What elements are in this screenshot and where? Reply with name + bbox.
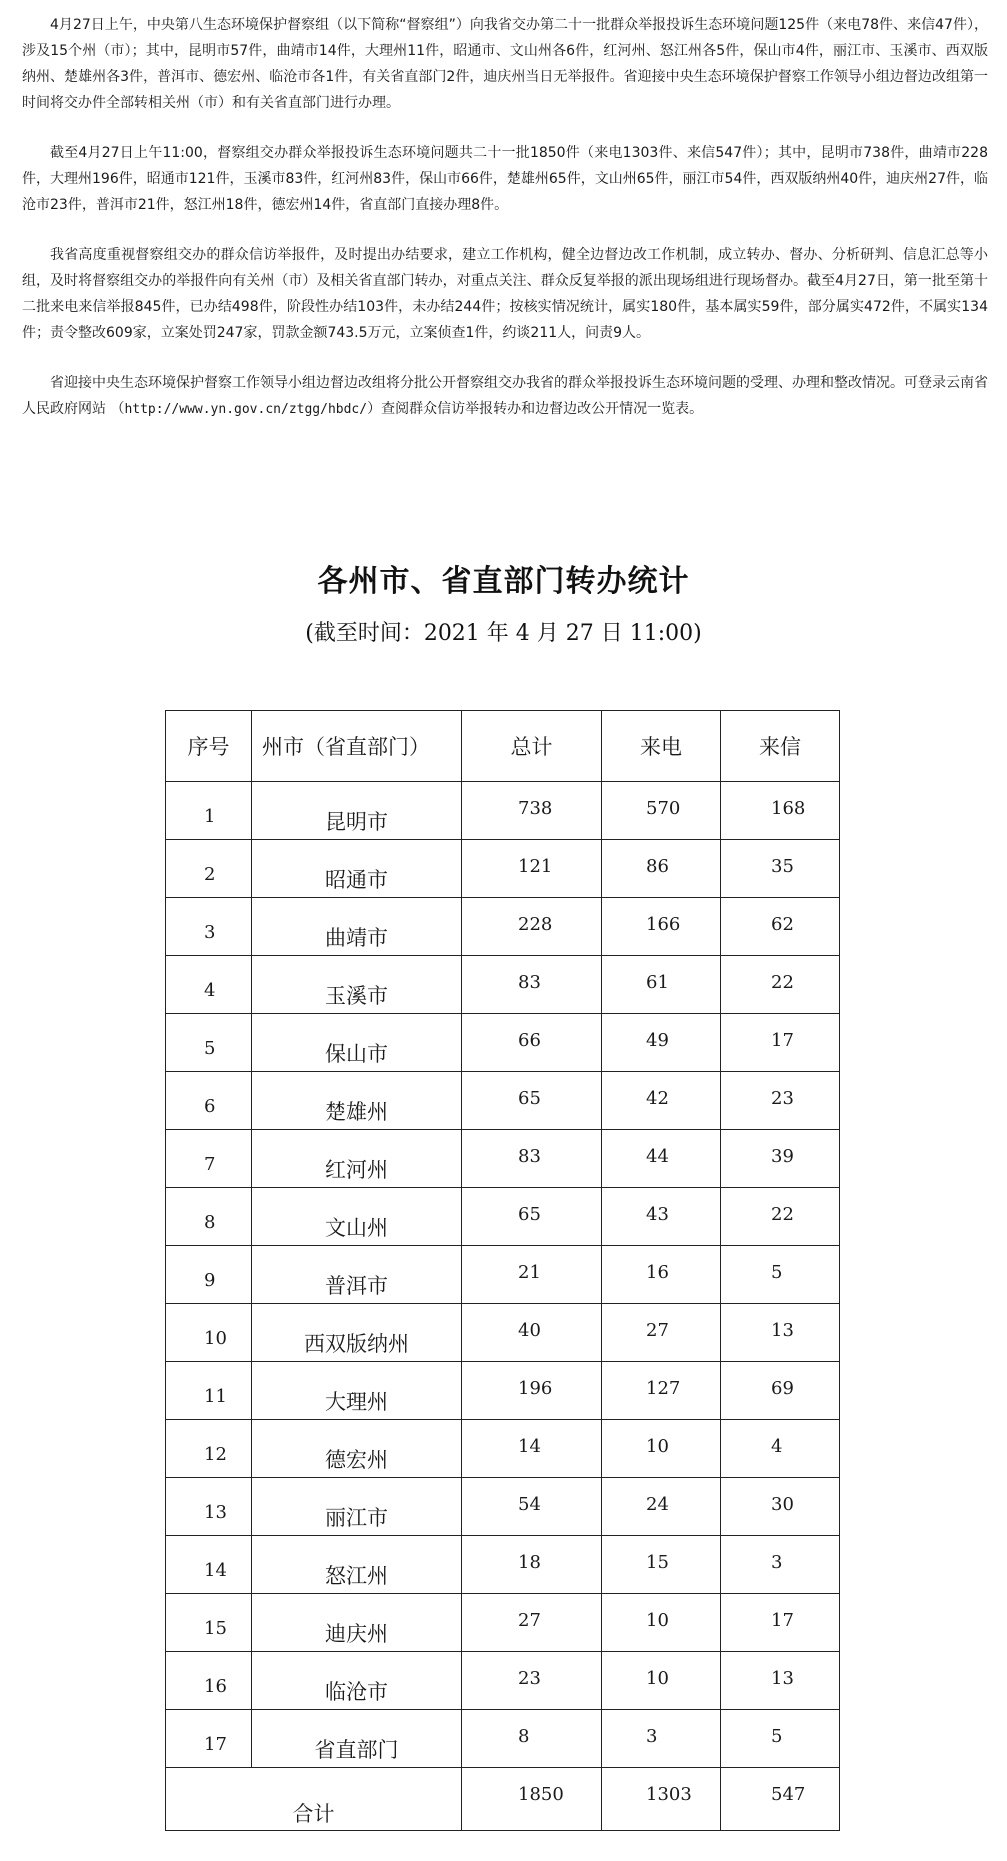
- row-index-cell: [166, 1246, 252, 1304]
- row-place: 昆明市: [325, 810, 388, 834]
- row-call-cell: [602, 1304, 721, 1362]
- row-total-cell: [462, 1014, 602, 1072]
- row-total-cell: [462, 782, 602, 840]
- row-letter: 62: [771, 914, 794, 935]
- row-call-cell: [602, 1362, 721, 1420]
- row-index-cell: [166, 956, 252, 1014]
- row-letter-cell: [721, 1652, 840, 1710]
- row-letter: 13: [771, 1668, 794, 1689]
- row-letter: 3: [771, 1552, 783, 1573]
- table-row: [166, 1188, 840, 1246]
- row-place: 保山市: [325, 1042, 388, 1066]
- row-letter-cell: [721, 1246, 840, 1304]
- row-index: 1: [204, 806, 216, 827]
- row-call-cell: [602, 840, 721, 898]
- row-letter: 4: [771, 1436, 783, 1457]
- row-index: 16: [204, 1676, 227, 1697]
- header-call: 来电: [602, 711, 721, 782]
- row-index: 8: [204, 1212, 216, 1233]
- row-letter: 5: [771, 1726, 783, 1747]
- summary-letter-cell: [721, 1768, 840, 1831]
- gov-website-url: http://www.yn.gov.cn/ztgg/hbdc/: [124, 402, 368, 417]
- table-row: [166, 1536, 840, 1594]
- row-letter-cell: [721, 1130, 840, 1188]
- row-total-cell: [462, 1594, 602, 1652]
- table-row: [166, 840, 840, 898]
- article-body: [22, 12, 988, 447]
- row-call: 61: [646, 972, 669, 993]
- row-place: 临沧市: [325, 1680, 388, 1704]
- row-index: 7: [204, 1154, 216, 1175]
- row-index-cell: [166, 1130, 252, 1188]
- row-call-cell: [602, 898, 721, 956]
- row-index: 5: [204, 1038, 216, 1059]
- table-row: [166, 782, 840, 840]
- row-index: 3: [204, 922, 216, 943]
- row-place-cell: [252, 1014, 462, 1072]
- table-body: [166, 782, 840, 1831]
- row-place: 怒江州: [325, 1564, 388, 1588]
- row-call: 27: [646, 1320, 669, 1341]
- row-place-cell: [252, 1246, 462, 1304]
- row-place-cell: [252, 956, 462, 1014]
- summary-label-cell: [166, 1768, 462, 1831]
- table-subtitle: (截至时间：2021 年 4 月 27 日 11:00): [305, 621, 702, 646]
- summary-call-cell: [602, 1768, 721, 1831]
- row-index-cell: [166, 1072, 252, 1130]
- row-index: 17: [204, 1734, 227, 1755]
- row-call-cell: [602, 1710, 721, 1768]
- table-row: [166, 1652, 840, 1710]
- row-call-cell: [602, 1536, 721, 1594]
- row-total-cell: [462, 898, 602, 956]
- row-call-cell: [602, 1594, 721, 1652]
- row-call-cell: [602, 1014, 721, 1072]
- row-total: 54: [518, 1494, 541, 1515]
- row-total: 27: [518, 1610, 541, 1631]
- article-paragraph-4: [22, 370, 988, 423]
- article-paragraph-1: 4月27日上午，中央第八生态环境保护督察组（以下简称“督察组”）向我省交办第二十一批群众举报投诉生态环境问题125件（来电78件、来信47件），涉及15个州（市）；其中，昆明市57件，曲靖市14件，大理州11件，昭通市、文山州各6件，红河州、怒江州各5件，保山市4件，丽江市、玉溪市、西双版纳州、楚雄州各3件，普洱市、德宏州、临沧市各1件，有关省直部门2件，迪庆州当日无举报件。省迎接中央生态环境保护督察工作领导小组边督边改组第一时间将交办件全部转相关州（市）和有关省直部门进行办理。: [22, 17, 988, 111]
- row-index: 13: [204, 1502, 227, 1523]
- row-call: 86: [646, 856, 669, 877]
- row-index: 11: [204, 1386, 227, 1407]
- row-total: 23: [518, 1668, 541, 1689]
- row-call: 3: [646, 1726, 658, 1747]
- row-place: 丽江市: [325, 1506, 388, 1530]
- row-total-cell: [462, 1536, 602, 1594]
- table-row: [166, 898, 840, 956]
- row-place: 曲靖市: [325, 926, 388, 950]
- row-place: 迪庆州: [325, 1622, 388, 1646]
- header-total: 总计: [462, 711, 602, 782]
- row-letter-cell: [721, 1594, 840, 1652]
- table-row: [166, 1362, 840, 1420]
- row-index: 2: [204, 864, 216, 885]
- row-place-cell: [252, 1478, 462, 1536]
- row-total: 65: [518, 1088, 541, 1109]
- row-letter: 22: [771, 1204, 794, 1225]
- row-total-cell: [462, 1420, 602, 1478]
- row-place-cell: [252, 1188, 462, 1246]
- row-place: 玉溪市: [325, 984, 388, 1008]
- table-header-row: [166, 711, 840, 782]
- row-letter-cell: [721, 840, 840, 898]
- row-total-cell: [462, 1652, 602, 1710]
- row-place: 德宏州: [325, 1448, 388, 1472]
- row-call-cell: [602, 782, 721, 840]
- row-total: 40: [518, 1320, 541, 1341]
- row-index-cell: [166, 1420, 252, 1478]
- row-index-cell: [166, 840, 252, 898]
- table-row: [166, 1014, 840, 1072]
- table-row: [166, 1130, 840, 1188]
- table-row: [166, 1304, 840, 1362]
- row-letter: 13: [771, 1320, 794, 1341]
- row-total: 83: [518, 1146, 541, 1167]
- row-letter: 39: [771, 1146, 794, 1167]
- row-letter-cell: [721, 1072, 840, 1130]
- row-place: 昭通市: [325, 868, 388, 892]
- row-letter: 17: [771, 1030, 794, 1051]
- row-letter: 5: [771, 1262, 783, 1283]
- row-total: 14: [518, 1436, 541, 1457]
- row-letter: 17: [771, 1610, 794, 1631]
- row-index-cell: [166, 1594, 252, 1652]
- row-index: 12: [204, 1444, 227, 1465]
- table-row: [166, 1594, 840, 1652]
- summary-total-cell: [462, 1768, 602, 1831]
- row-total-cell: [462, 956, 602, 1014]
- row-total-cell: [462, 1304, 602, 1362]
- row-index-cell: [166, 1536, 252, 1594]
- row-letter-cell: [721, 1304, 840, 1362]
- row-place-cell: [252, 1652, 462, 1710]
- row-call-cell: [602, 1652, 721, 1710]
- row-total-cell: [462, 1188, 602, 1246]
- table-title: 各州市、省直部门转办统计: [317, 564, 690, 599]
- row-letter: 30: [771, 1494, 794, 1515]
- row-call: 570: [646, 798, 681, 819]
- statistics-table: [165, 710, 840, 1831]
- row-index-cell: [166, 1362, 252, 1420]
- row-total: 21: [518, 1262, 541, 1283]
- row-place: 省直部门: [314, 1738, 399, 1762]
- row-total-cell: [462, 840, 602, 898]
- row-call-cell: [602, 1072, 721, 1130]
- row-call-cell: [602, 1420, 721, 1478]
- row-call-cell: [602, 956, 721, 1014]
- article-paragraph-3: 我省高度重视督察组交办的群众信访举报件，及时提出办结要求，建立工作机构，健全边督边改工作机制，成立转办、督办、分析研判、信息汇总等小组，及时将督察组交办的举报件向有关州（市）及相关省直部门转办，对重点关注、群众反复举报的派出现场组进行现场督办。截至4月27日，第一批至第十二批来电来信举报845件，已办结498件，阶段性办结103件，未办结244件；按核实情况统计，属实180件，基本属实59件，部分属实472件，不属实134件；责令整改609家，立案处罚247家，罚款金额743.5万元，立案侦查1件，约谈211人，问责9人。: [22, 247, 988, 341]
- row-letter: 23: [771, 1088, 794, 1109]
- row-index-cell: [166, 782, 252, 840]
- row-place: 红河州: [325, 1158, 388, 1182]
- row-total: 121: [518, 856, 553, 877]
- header-index: 序号: [166, 711, 252, 782]
- row-total-cell: [462, 1710, 602, 1768]
- row-call: 42: [646, 1088, 669, 1109]
- row-call: 16: [646, 1262, 669, 1283]
- row-total-cell: [462, 1246, 602, 1304]
- row-total: 18: [518, 1552, 541, 1573]
- row-place-cell: [252, 1130, 462, 1188]
- row-place-cell: [252, 898, 462, 956]
- row-place: 西双版纳州: [304, 1332, 409, 1356]
- table-summary-row: [166, 1768, 840, 1831]
- row-index: 4: [204, 980, 216, 1001]
- row-call-cell: [602, 1130, 721, 1188]
- row-total-cell: [462, 1072, 602, 1130]
- row-index: 15: [204, 1618, 227, 1639]
- row-index-cell: [166, 1710, 252, 1768]
- row-index-cell: [166, 1014, 252, 1072]
- article-paragraph-2: 截至4月27日上午11:00，督察组交办群众举报投诉生态环境问题共二十一批1850件（来电1303件、来信547件）；其中，昆明市738件，曲靖市228件，大理州196件，昭通市121件，玉溪市83件，红河州83件，保山市66件，楚雄州65件，文山州65件，丽江市54件，西双版纳州40件，迪庆州27件，临沧市23件，普洱市21件，怒江州18件，德宏州14件，省直部门直接办理8件。: [22, 145, 988, 213]
- row-call-cell: [602, 1246, 721, 1304]
- row-letter: 35: [771, 856, 794, 877]
- row-call: 10: [646, 1436, 669, 1457]
- row-place-cell: [252, 1304, 462, 1362]
- row-call: 43: [646, 1204, 669, 1225]
- table-row: [166, 1072, 840, 1130]
- row-place-cell: [252, 840, 462, 898]
- row-letter-cell: [721, 1014, 840, 1072]
- table-row: [166, 1478, 840, 1536]
- row-letter-cell: [721, 1710, 840, 1768]
- row-call: 24: [646, 1494, 669, 1515]
- row-total: 65: [518, 1204, 541, 1225]
- row-total: 66: [518, 1030, 541, 1051]
- row-letter-cell: [721, 956, 840, 1014]
- row-total: 196: [518, 1378, 553, 1399]
- row-place-cell: [252, 1710, 462, 1768]
- row-place: 普洱市: [325, 1274, 388, 1298]
- row-call: 49: [646, 1030, 669, 1051]
- row-index-cell: [166, 1478, 252, 1536]
- row-index-cell: [166, 1304, 252, 1362]
- row-call: 10: [646, 1610, 669, 1631]
- row-call: 127: [646, 1378, 681, 1399]
- row-call: 166: [646, 914, 681, 935]
- summary-letter: 547: [771, 1784, 806, 1805]
- row-total: 8: [518, 1726, 530, 1747]
- row-place-cell: [252, 1362, 462, 1420]
- row-place: 楚雄州: [325, 1100, 388, 1124]
- summary-total: 1850: [518, 1784, 564, 1805]
- row-letter-cell: [721, 1362, 840, 1420]
- row-call-cell: [602, 1478, 721, 1536]
- row-letter-cell: [721, 1536, 840, 1594]
- row-total-cell: [462, 1478, 602, 1536]
- row-total: 228: [518, 914, 553, 935]
- row-place-cell: [252, 1420, 462, 1478]
- table-row: [166, 1246, 840, 1304]
- row-total-cell: [462, 1362, 602, 1420]
- row-place: 文山州: [325, 1216, 388, 1240]
- row-letter: 69: [771, 1378, 794, 1399]
- row-letter-cell: [721, 1478, 840, 1536]
- row-call: 10: [646, 1668, 669, 1689]
- row-index-cell: [166, 898, 252, 956]
- table-row: [166, 1420, 840, 1478]
- header-letter: 来信: [721, 711, 840, 782]
- row-letter-cell: [721, 782, 840, 840]
- row-index-cell: [166, 1188, 252, 1246]
- row-call-cell: [602, 1188, 721, 1246]
- summary-label: 合计: [292, 1802, 335, 1826]
- row-letter: 22: [771, 972, 794, 993]
- row-letter-cell: [721, 1188, 840, 1246]
- table-row: [166, 1710, 840, 1768]
- article-paragraph-4-text-after: ）查阅群众信访举报转办和边督边改公开情况一览表。: [367, 401, 704, 417]
- row-place-cell: [252, 1072, 462, 1130]
- table-row: [166, 956, 840, 1014]
- row-index: 14: [204, 1560, 227, 1581]
- row-index: 9: [204, 1270, 216, 1291]
- row-place: 大理州: [325, 1390, 388, 1414]
- row-letter-cell: [721, 898, 840, 956]
- row-letter-cell: [721, 1420, 840, 1478]
- row-place-cell: [252, 782, 462, 840]
- row-total: 738: [518, 798, 553, 819]
- article-paragraph-4-text-before: 省迎接中央生态环境保护督察工作领导小组边督边改组将分批公开督察组交办我省的群众举报投诉生态环境问题的受理、办理和整改情况。可登录云南省人民政府网站 （: [22, 375, 988, 417]
- row-call: 15: [646, 1552, 669, 1573]
- summary-call: 1303: [646, 1784, 692, 1805]
- row-place-cell: [252, 1536, 462, 1594]
- row-index: 6: [204, 1096, 216, 1117]
- row-total: 83: [518, 972, 541, 993]
- row-index: 10: [204, 1328, 227, 1349]
- row-place-cell: [252, 1594, 462, 1652]
- row-total-cell: [462, 1130, 602, 1188]
- row-letter: 168: [771, 798, 806, 819]
- row-index-cell: [166, 1652, 252, 1710]
- header-place: 州市（省直部门）: [252, 711, 462, 782]
- row-call: 44: [646, 1146, 669, 1167]
